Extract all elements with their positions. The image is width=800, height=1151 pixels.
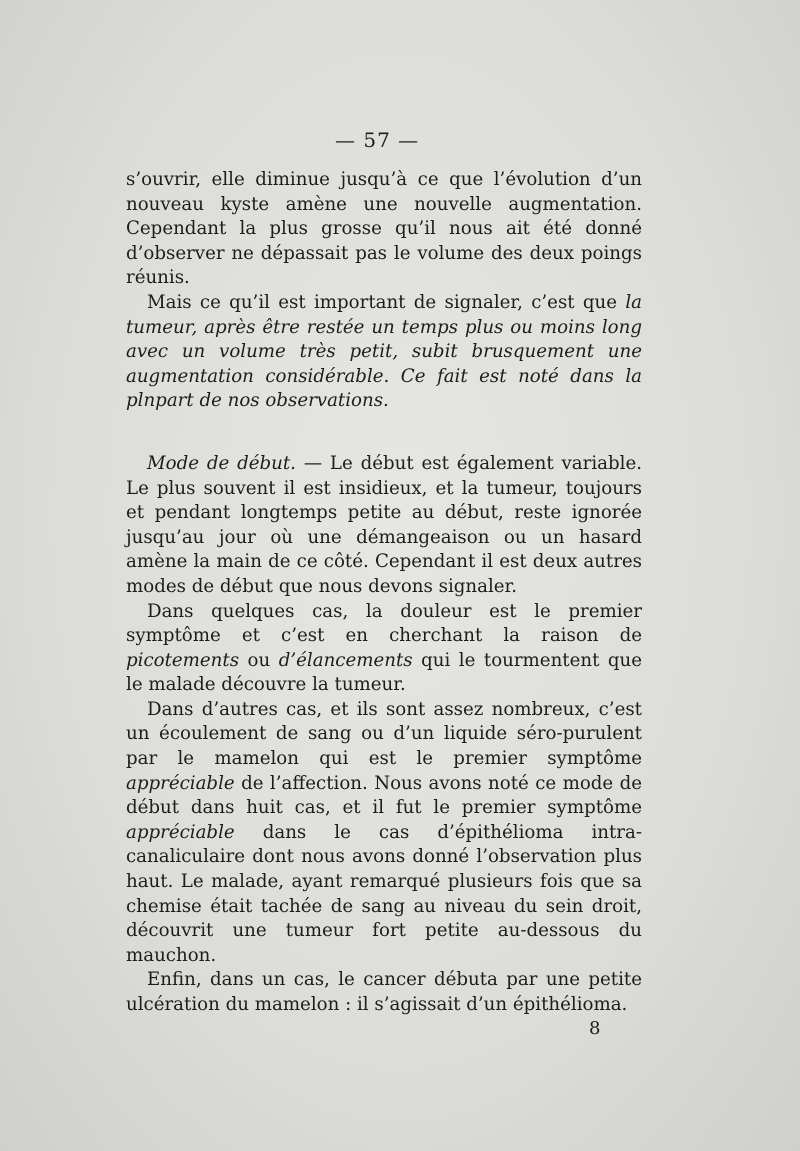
section-heading-mode-de-debut: Mode de début. [147,452,296,474]
page-number: — 57 — [335,128,420,152]
paragraph-2 [126,291,642,414]
paragraph-3-text: — Le début est également variable. Le plus souvent il est insidieux, et la tumeur, toujours et pendant longtemps petite au début, reste ignorée jusqu’au jour où une démangeaison ou un hasard amène la main de ce côté. Cependant il est deux autres modes de début que nous devons signaler. [126,452,642,597]
paragraph-5-part-2: de l’affection. Nous avons noté ce mode de début dans huit cas, et il fut le premier symptôme [126,772,642,819]
paragraph-5-part-1: Dans d’autres cas, et ils sont assez nombreux, c’est un écoulement de sang ou d’un liquide séro-purulent par le mamelon qui est le premier symptôme [126,698,642,770]
signature-mark: 8 [589,1018,601,1039]
paragraph-3 [126,452,642,600]
paragraph-4-italic-2: d’élancements [278,649,413,671]
paragraph-5-part-3: dans le cas d’épithélioma intra-canaliculaire dont nous avons donné l’observation plus haut. Le malade, ayant remarqué plusieurs fois que sa chemise était tachée de sang au niveau du sein droit, découvrit une tumeur fort petite au-dessous du mauchon. [126,821,642,966]
paragraph-5-italic-2: appréciable [126,821,235,843]
paragraph-4-italic-1: picotements [126,649,240,671]
paragraph-4-part-2: ou [239,649,279,671]
body-text [126,168,642,1018]
paragraph-2-roman: Mais ce qu’il est important de signaler, c’est que [147,291,626,313]
paragraph-4 [126,600,642,698]
paragraph-4-part-1: Dans quelques cas, la douleur est le premier symptôme et c’est en cherchant la raison de [126,600,642,647]
paragraph-5-italic-1: appréciable [126,772,235,794]
paragraph-5 [126,698,642,969]
paragraph-2-italic: la tumeur, après être restée un temps plus ou moins long avec un volume très petit, subit brusquement une augmentation considérable. Ce fait est noté dans la plnpart de nos observations. [126,291,642,412]
paragraph-6: Enfin, dans un cas, le cancer débuta par une petite ulcération du mamelon : il s’agissait d’un épithélioma. [126,969,642,1015]
paragraph-1: s’ouvrir, elle diminue jusqu’à ce que l’évolution d’un nouveau kyste amène une nouvelle augmentation. Cependant la plus grosse qu’il nous ait été donné d’observer ne dépassait pas le volume des deux poings réunis. [126,169,642,289]
paragraph-4-part-3: qui le tourmentent que le malade découvre la tumeur. [126,649,643,696]
